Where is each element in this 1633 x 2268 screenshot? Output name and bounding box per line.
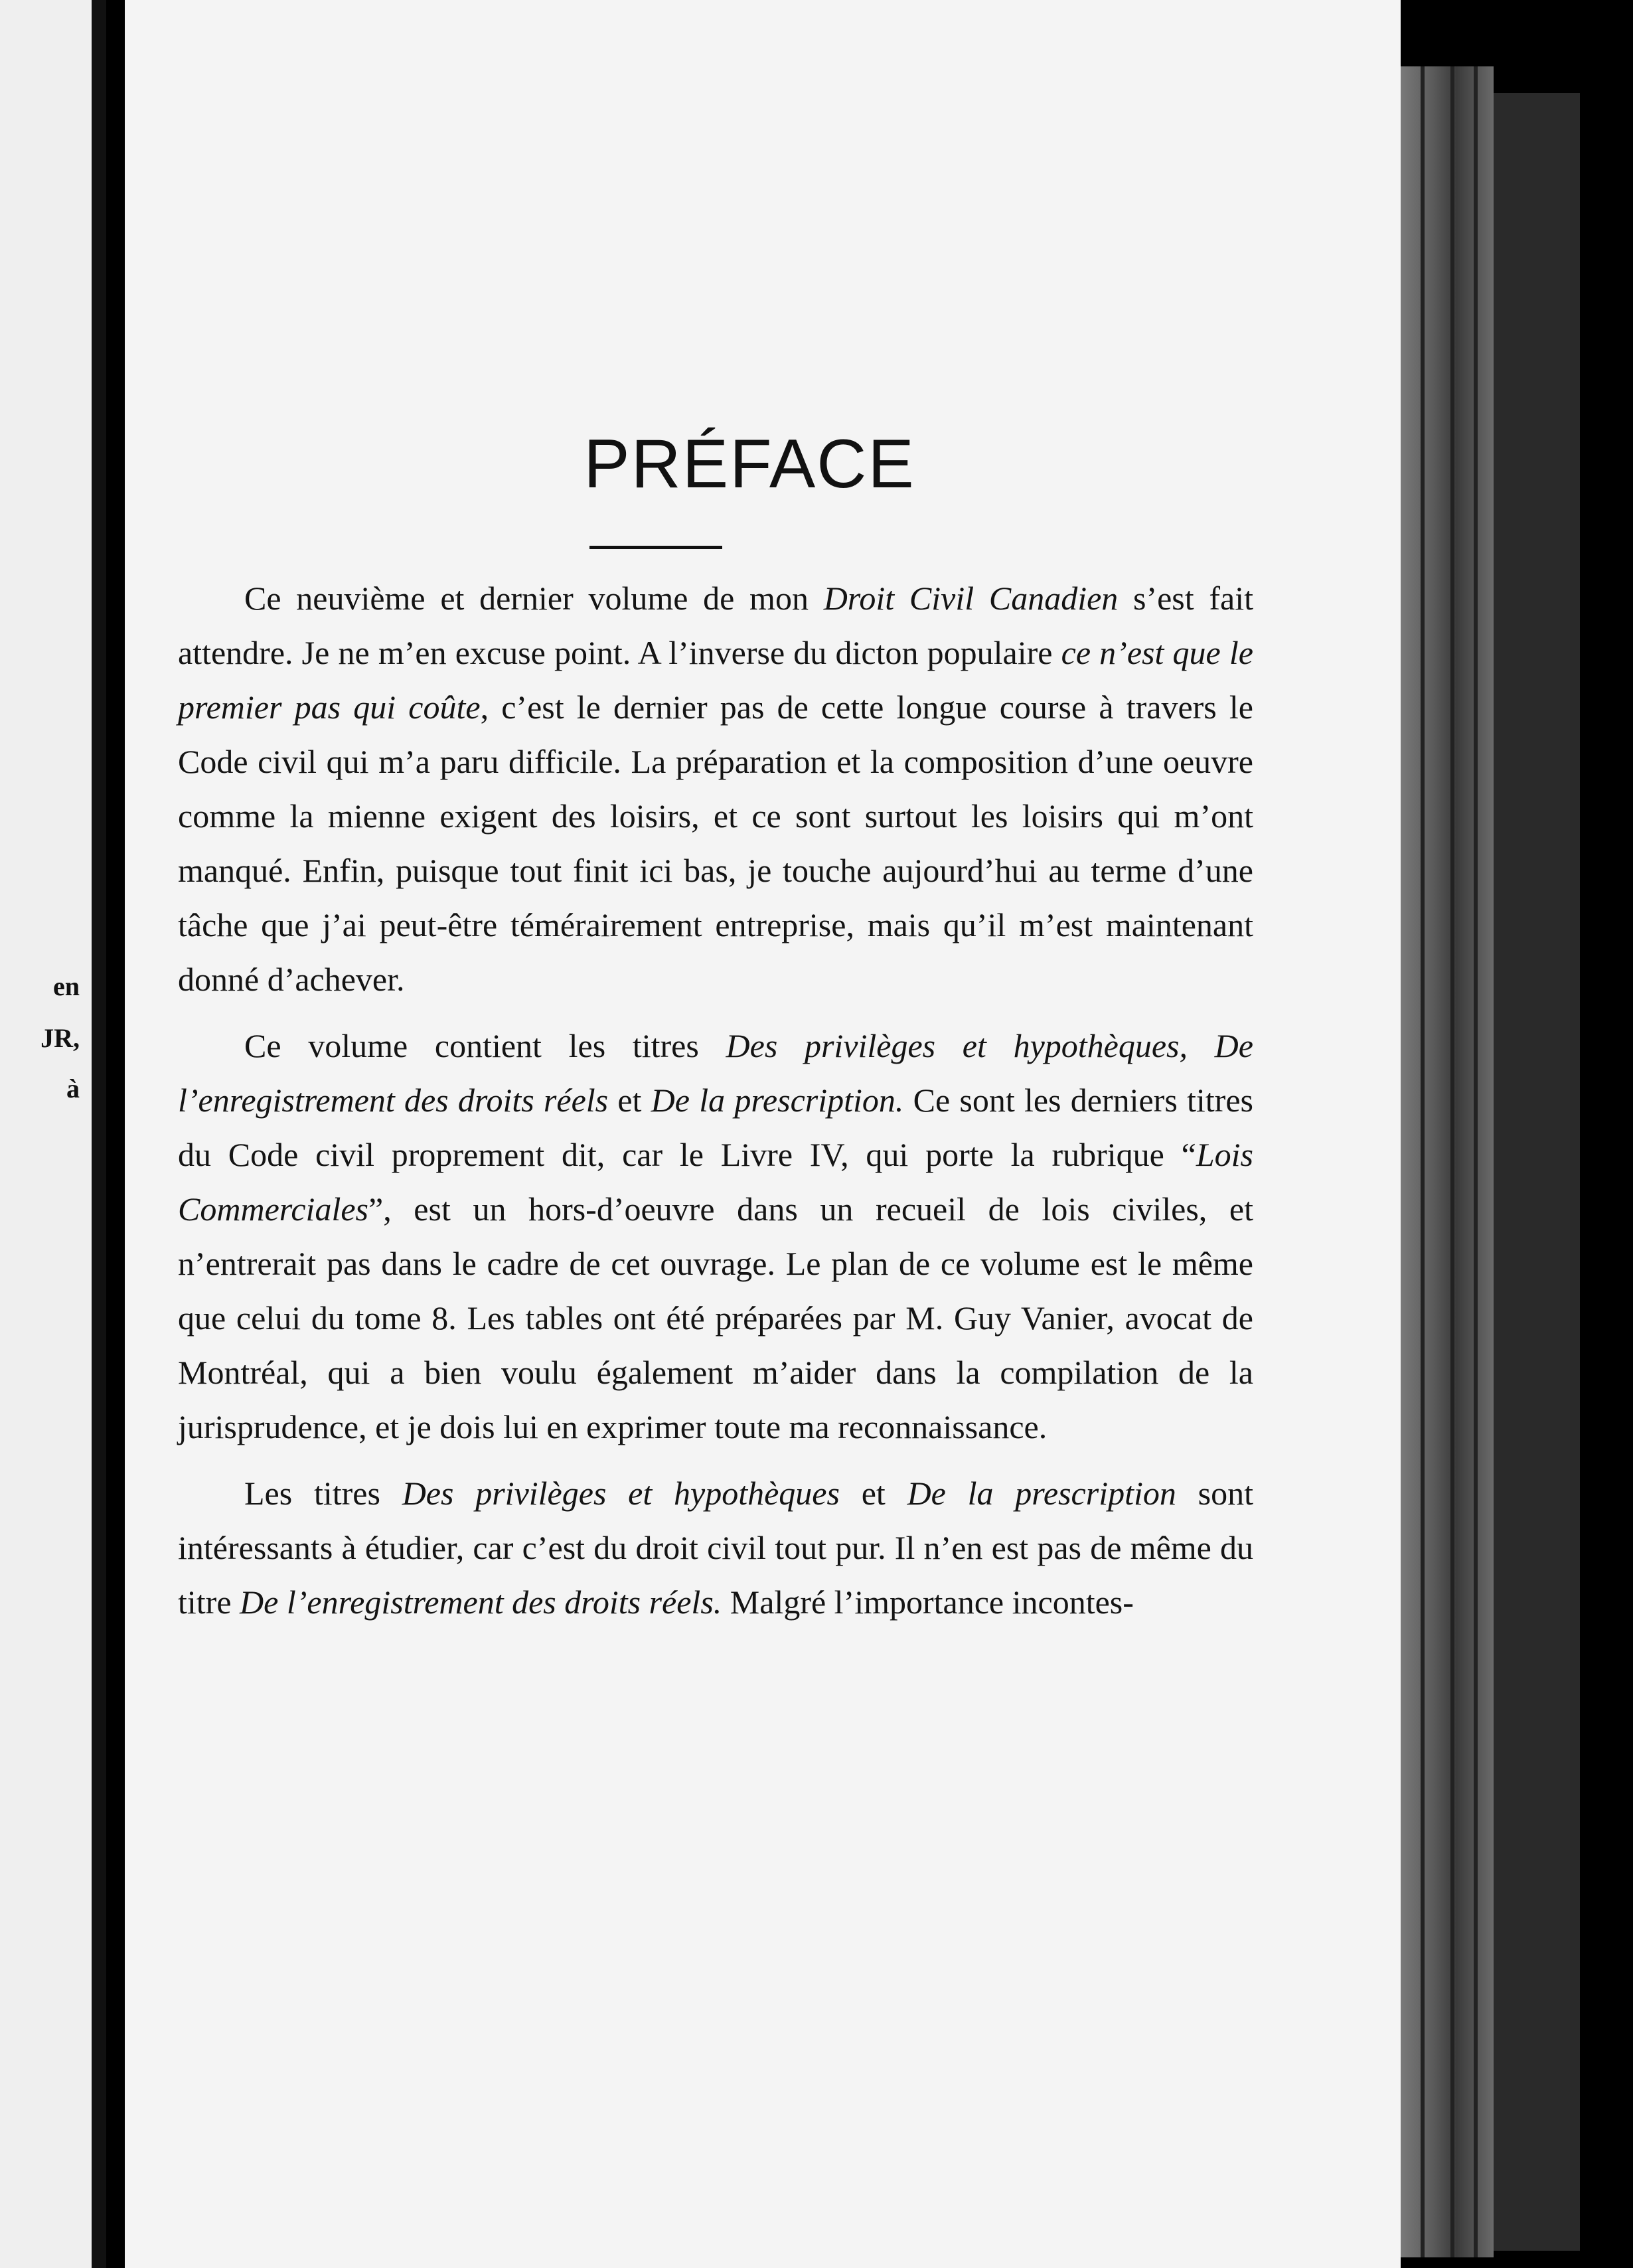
- italic-run: Droit Civil Canadien: [823, 580, 1119, 617]
- gutter: [92, 0, 106, 2268]
- facing-page-fragment: JR,: [40, 1023, 80, 1053]
- italic-run: De l’enregistrement des droits réels.: [240, 1583, 722, 1621]
- body-text: [178, 571, 1253, 1641]
- text-run: et: [839, 1475, 907, 1512]
- paragraph: [178, 571, 1253, 1007]
- book-cover-edge: [1494, 93, 1580, 2251]
- paragraph: [178, 1466, 1253, 1629]
- text-run: Ce sont les derniers titres du Code civil proprement dit, car le Livre IV, qui porte la rubrique “: [178, 1082, 1253, 1173]
- italic-run: Des privilèges et hypothèques: [402, 1475, 840, 1512]
- text-run: Ce volume contient les titres: [244, 1027, 726, 1064]
- text-run: Malgré l’importance incontes-: [722, 1583, 1134, 1621]
- page-title: PRÉFACE: [583, 426, 915, 503]
- italic-run: Lois Commerciales: [178, 1136, 1253, 1228]
- facing-page-fragment: à: [66, 1074, 80, 1103]
- text-run: Les titres: [244, 1475, 402, 1512]
- page: [125, 0, 1401, 2268]
- italic-run: De la prescription: [907, 1475, 1176, 1512]
- italic-run: ce n’est que le premier pas qui coûte: [178, 634, 1253, 726]
- text-run: , c’est le dernier pas de cette longue course à travers le Code civil qui m’a paru difficile. La préparation et la composition d’une oeuvre comme la mienne exigent des loisirs, et ce sont surtout les loisirs qui m’ont manqué. Enfin, puisque tout finit ici bas, je touche aujourd’hui au terme d’une tâche que j’ai peut-être témérairement entreprise, mais qu’il m’est maintenant donné d’achever.: [178, 688, 1253, 998]
- italic-run: Des privilèges et hypothèques, De l’enregistrement des droits réels: [178, 1027, 1253, 1119]
- italic-run: De la prescription.: [651, 1082, 904, 1119]
- text-run: ”, est un hors-d’oeuvre dans un recueil de lois civiles, et n’entrerait pas dans le cadre de cet ouvrage. Le plan de ce volume est le même que celui du tome 8. Les tables ont été préparées par M. Guy Vanier, avocat de Montréal, qui a bien voulu également m’aider dans la compilation de la jurisprudence, et je dois lui en exprimer toute ma reconnaissance.: [178, 1190, 1253, 1445]
- text-run: Ce neuvième et dernier volume de mon: [244, 580, 824, 617]
- page-edges: [1401, 66, 1494, 2257]
- paragraph: [178, 1018, 1253, 1454]
- facing-page: [0, 0, 106, 2268]
- facing-page-fragment: en: [53, 971, 80, 1001]
- text-run: sont intéressants à étudier, car c’est du droit civil tout pur. Il n’en est pas de même du titre: [178, 1475, 1253, 1621]
- title-rule: [589, 546, 722, 549]
- text-run: et: [608, 1082, 651, 1119]
- text-run: s’est fait attendre. Je ne m’en excuse point. A l’inverse du dicton populaire: [178, 580, 1254, 671]
